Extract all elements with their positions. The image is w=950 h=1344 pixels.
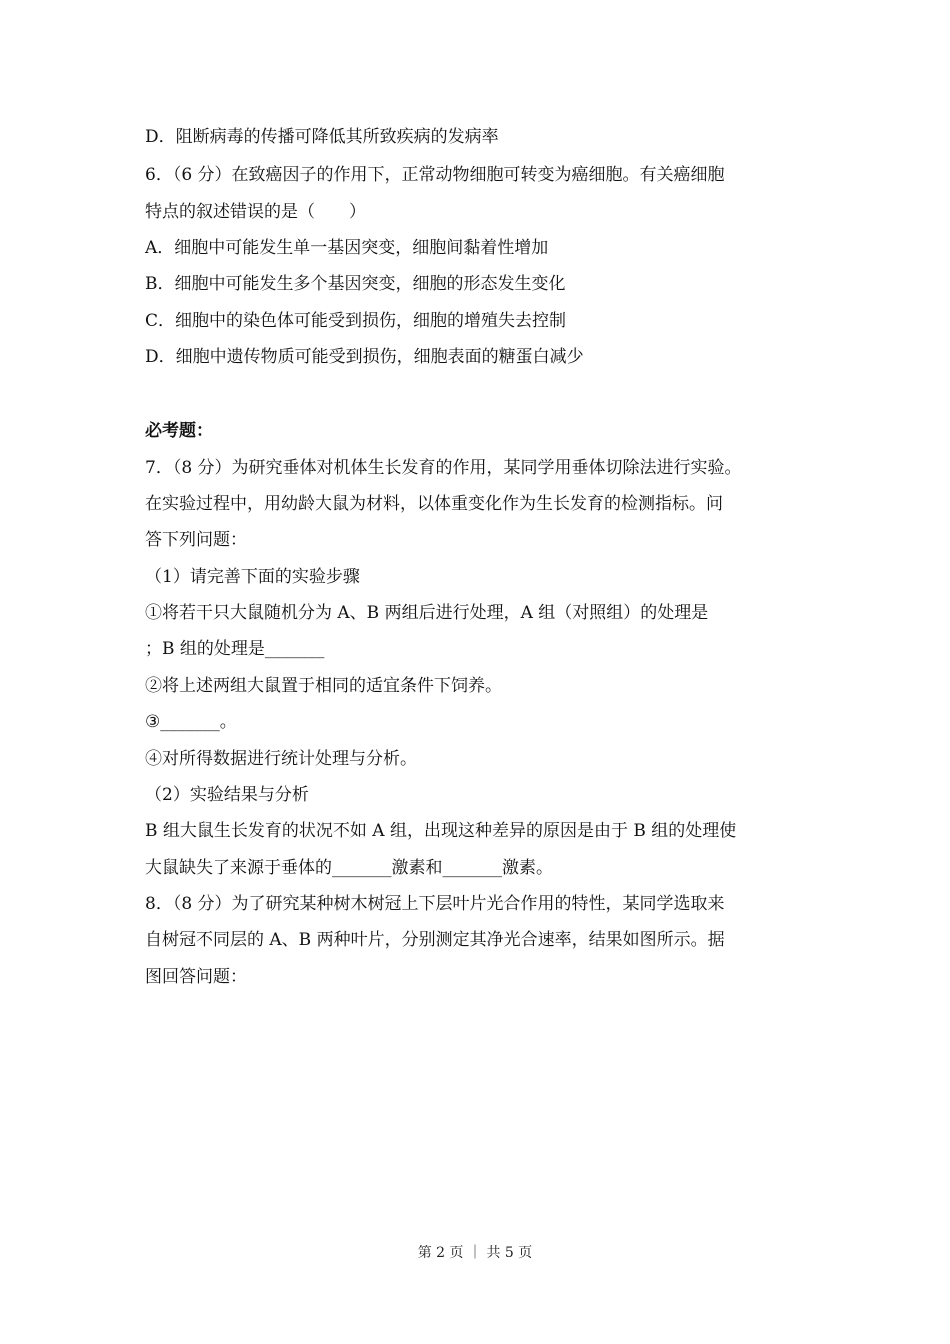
- q6-option-b: B．细胞中可能发生多个基因突变，细胞的形态发生变化: [145, 274, 566, 294]
- q7-step-4: ④对所得数据进行统计处理与分析。: [145, 749, 417, 769]
- q7-step-1: ①将若干只大鼠随机分为 A、B 两组后进行处理，A 组（对照组）的处理是: [145, 603, 709, 623]
- q7-stem-line-1: 7．（8 分）为研究垂体对机体生长发育的作用，某同学用垂体切除法进行实验。: [145, 458, 742, 478]
- q7-stem-line-3: 答下列问题：: [145, 530, 247, 550]
- q6-stem-line-2: 特点的叙述错误的是（ ）: [145, 202, 366, 222]
- q7-stem-line-2: 在实验过程中，用幼龄大鼠为材料，以体重变化作为生长发育的检测指标。问: [145, 494, 723, 514]
- q8-stem-line-1: 8．（8 分）为了研究某种树木树冠上下层叶片光合作用的特性，某同学选取来: [145, 894, 725, 914]
- q7-step-1-cont: ；B 组的处理是_______: [145, 639, 325, 659]
- section-heading: 必考题：: [145, 421, 213, 441]
- q8-stem-line-3: 图回答问题：: [145, 967, 247, 987]
- q8-stem-line-2: 自树冠不同层的 A、B 两种叶片，分别测定其净光合速率，结果如图所示。据: [145, 930, 725, 950]
- q7-result-line-2: 大鼠缺失了来源于垂体的_______激素和_______激素。: [145, 858, 553, 878]
- q7-result-line-1: B 组大鼠生长发育的状况不如 A 组，出现这种差异的原因是由于 B 组的处理使: [145, 821, 737, 841]
- q6-stem-line-1: 6．（6 分）在致癌因子的作用下，正常动物细胞可转变为癌细胞。有关癌细胞: [145, 165, 725, 185]
- q6-option-a: A．细胞中可能发生单一基因突变，细胞间黏着性增加: [145, 238, 549, 258]
- q7-step-3: ③_______。: [145, 712, 237, 732]
- q6-option-d: D．细胞中遗传物质可能受到损伤，细胞表面的糖蛋白减少: [145, 347, 584, 367]
- q6-option-c: C．细胞中的染色体可能受到损伤，细胞的增殖失去控制: [145, 311, 567, 331]
- page-footer: 第 2 页 ｜ 共 5 页: [417, 1245, 533, 1261]
- q5-option-d: D．阻断病毒的传播可降低其所致疾病的发病率: [145, 127, 499, 147]
- q7-step-2: ②将上述两组大鼠置于相同的适宜条件下饲养。: [145, 676, 502, 696]
- q7-part2-heading: （2）实验结果与分析: [145, 785, 309, 805]
- q7-part1-heading: （1）请完善下面的实验步骤: [145, 567, 360, 587]
